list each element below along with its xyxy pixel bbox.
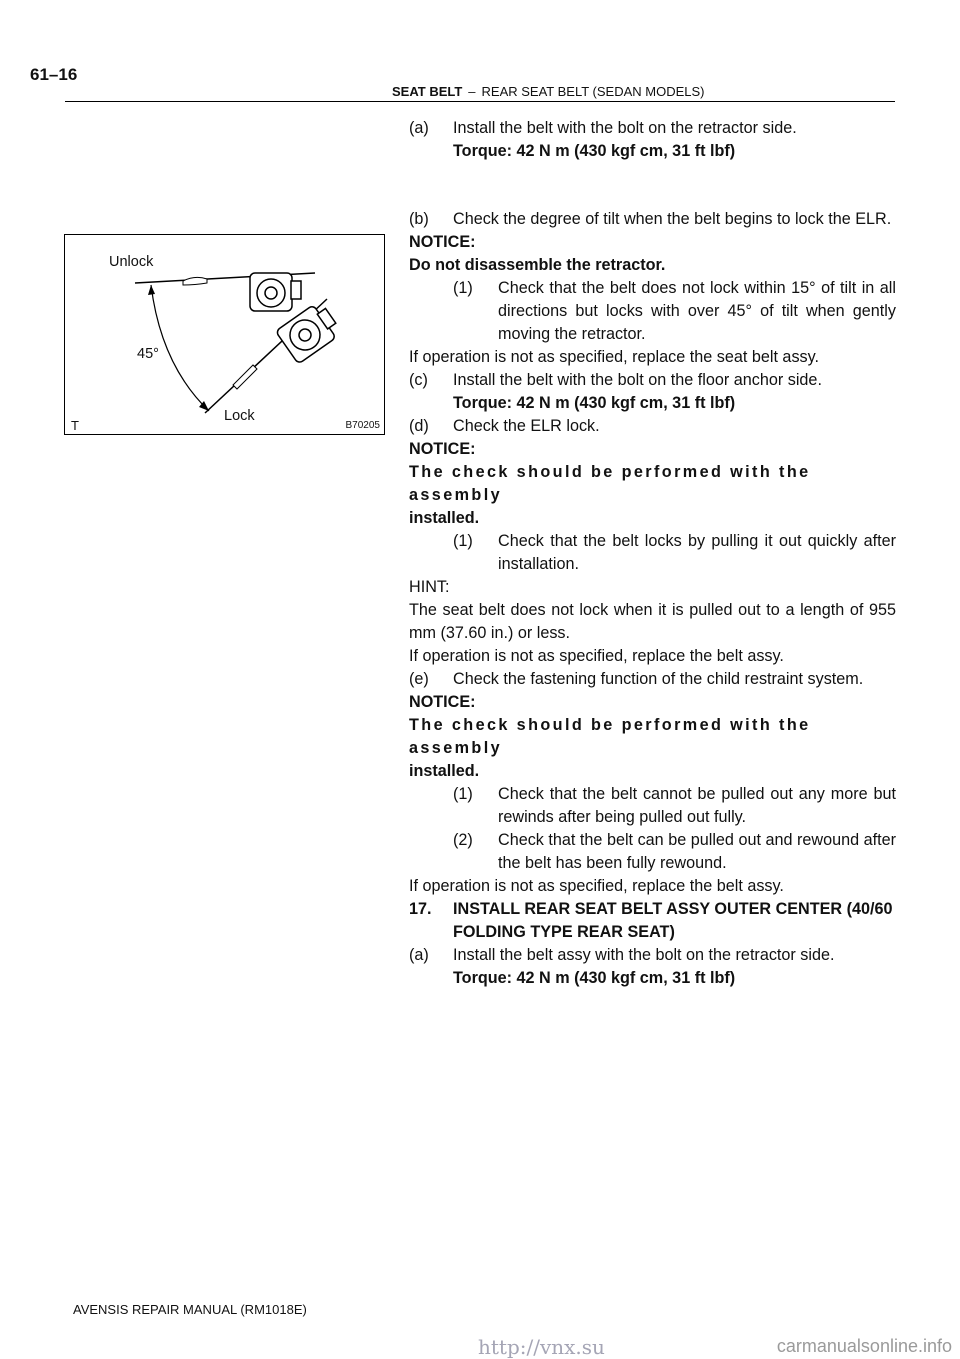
figure-code: B70205 — [345, 420, 380, 431]
step-17-heading — [409, 898, 896, 944]
step-c-floor-anchor — [409, 369, 896, 392]
step-label: (a) — [409, 946, 429, 964]
step-text: Check the fastening function of the child restraint system. — [453, 670, 864, 688]
torque-spec: Torque: 42 N m (430 kgf cm, 31 ft lbf) — [453, 142, 736, 160]
notice-text-cont: installed. — [409, 509, 480, 527]
step-text: Install the belt assy with the bolt on the retractor side. — [453, 946, 835, 964]
hint-text: The seat belt does not lock when it is pulled out to a length of 955 mm (37.60 in.) or less. — [409, 601, 896, 642]
substep-label: (1) — [453, 785, 473, 803]
step-label: (c) — [409, 371, 428, 389]
substep-e1 — [409, 783, 896, 829]
header-rule — [65, 101, 895, 102]
substep-text: Check that the belt locks by pulling it out quickly after installation. — [498, 532, 896, 573]
substep-e2 — [409, 829, 896, 875]
step-label: (a) — [409, 119, 429, 137]
step-b-tilt-check — [409, 208, 896, 231]
torque-spec: Torque: 42 N m (430 kgf cm, 31 ft lbf) — [453, 969, 736, 987]
instruction-body — [409, 117, 896, 990]
figure-elr-tilt — [64, 234, 385, 435]
failure-action: If operation is not as specified, replace the belt assy. — [409, 877, 784, 895]
step-text: Check the degree of tilt when the belt begins to lock the ELR. — [453, 210, 892, 228]
step-label: (d) — [409, 417, 429, 435]
section-title: SEAT BELT — [392, 84, 463, 99]
substep-label: (2) — [453, 831, 473, 849]
retractor-upper — [250, 273, 301, 311]
step-text: Check the ELR lock. — [453, 417, 600, 435]
notice-text: The check should be performed with the assembly — [409, 463, 811, 504]
step-text: Install the belt with the bolt on the retractor side. — [453, 119, 797, 137]
tilt-angle-arc — [151, 285, 209, 411]
step-d-elr-lock — [409, 415, 896, 438]
notice-title: NOTICE: — [409, 440, 476, 458]
hint-title: HINT: — [409, 578, 450, 596]
failure-action: If operation is not as specified, replace the belt assy. — [409, 647, 784, 665]
substep-d1 — [409, 530, 896, 576]
substep-text: Check that the belt can be pulled out and rewound after the belt has been fully rewound. — [498, 831, 896, 872]
notice-text-cont: installed. — [409, 762, 480, 780]
step-number: 17. — [409, 900, 432, 918]
notice-text: The check should be performed with the assembly — [409, 716, 811, 757]
substep-label: (1) — [453, 279, 473, 297]
label-angle: 45° — [137, 346, 159, 362]
step-heading-text: INSTALL REAR SEAT BELT ASSY OUTER CENTER (40/60 FOLDING TYPE REAR SEAT) — [453, 900, 893, 941]
step-label: (b) — [409, 210, 429, 228]
label-unlock: Unlock — [109, 254, 154, 270]
failure-action: If operation is not as specified, replace the seat belt assy. — [409, 348, 820, 366]
notice-text: Do not disassemble the retractor. — [409, 256, 666, 274]
substep-text: Check that the belt cannot be pulled out any more but rewinds after being pulled out fully. — [498, 785, 896, 826]
step-text: Install the belt with the bolt on the floor anchor side. — [453, 371, 822, 389]
subsection-title: REAR SEAT BELT (SEDAN MODELS) — [481, 84, 705, 99]
page-number: 61–16 — [30, 65, 78, 84]
step-label: (e) — [409, 670, 429, 688]
site-watermark: carmanualsonline.info — [776, 1336, 952, 1356]
torque-spec: Torque: 42 N m (430 kgf cm, 31 ft lbf) — [453, 394, 736, 412]
substep-label: (1) — [453, 532, 473, 550]
label-lock: Lock — [224, 408, 255, 424]
step-e-child-restraint — [409, 668, 896, 691]
header-title — [392, 84, 705, 99]
header-dash: – — [468, 84, 476, 99]
step-17a-install — [409, 944, 896, 967]
figure-mark: T — [71, 418, 79, 433]
substep-text: Check that the belt does not lock within 15° of tilt in all directions but locks with over 45° of tilt when gently moving the retractor. — [498, 279, 896, 343]
watermark-link[interactable]: http://vnx.su — [478, 1335, 605, 1359]
substep-b1 — [409, 277, 896, 346]
step-a-install-retractor — [409, 117, 896, 140]
notice-title: NOTICE: — [409, 693, 476, 711]
footer-manual-id: AVENSIS REPAIR MANUAL (RM1018E) — [73, 1302, 307, 1317]
notice-title: NOTICE: — [409, 233, 476, 251]
